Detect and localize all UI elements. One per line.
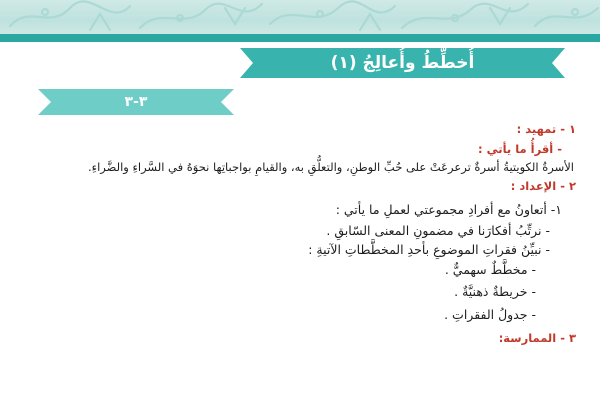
calligraphy-pattern-icon	[0, 0, 600, 34]
section-1-paragraph: الأسرةُ الكويتيةُ أسرةٌ ترعرعَتْ على حُبِّ الوطنِ، والتعلُّقِ به، والقيامِ بواجباتِها نحوَهُ في السَّراءِ والضَّراءِ.	[88, 160, 574, 174]
list-subitem: - جدولُ الفقراتِ .	[444, 307, 536, 322]
list-subitem: - خريطةٌ ذهنيَّةٌ .	[454, 284, 536, 299]
section-2-heading: ٢ - الإعداد :	[510, 179, 576, 193]
list-subitem: - مخطَّطٌ سهميٌّ .	[444, 262, 536, 277]
section-3-heading: ٣ - الممارسة:	[498, 331, 576, 345]
list-item: - نبيِّنُ فقراتِ الموضوعِ بأحدِ المخطَّطاتِ الآتيةِ :	[308, 242, 550, 257]
lesson-title-banner	[240, 48, 565, 78]
section-2-intro: ١- أتعاونُ مع أفرادِ مجموعتي لعملِ ما يأتي :	[335, 202, 562, 217]
section-1-subheading: - أقرأُ ما يأتي :	[478, 142, 562, 156]
section-1-heading: ١ - تمهيد :	[516, 122, 576, 136]
decorative-header-band	[0, 0, 600, 34]
section-number-banner	[38, 89, 234, 115]
lesson-title: أُخطِّطُ وأُعالِجُ (١)	[330, 53, 475, 73]
header-divider-strip	[0, 34, 600, 42]
section-number: ٣-٣	[124, 94, 148, 110]
list-item: - نرتِّبُ أفكارَنا في مضمونِ المعنى السّابقِ .	[326, 223, 550, 238]
